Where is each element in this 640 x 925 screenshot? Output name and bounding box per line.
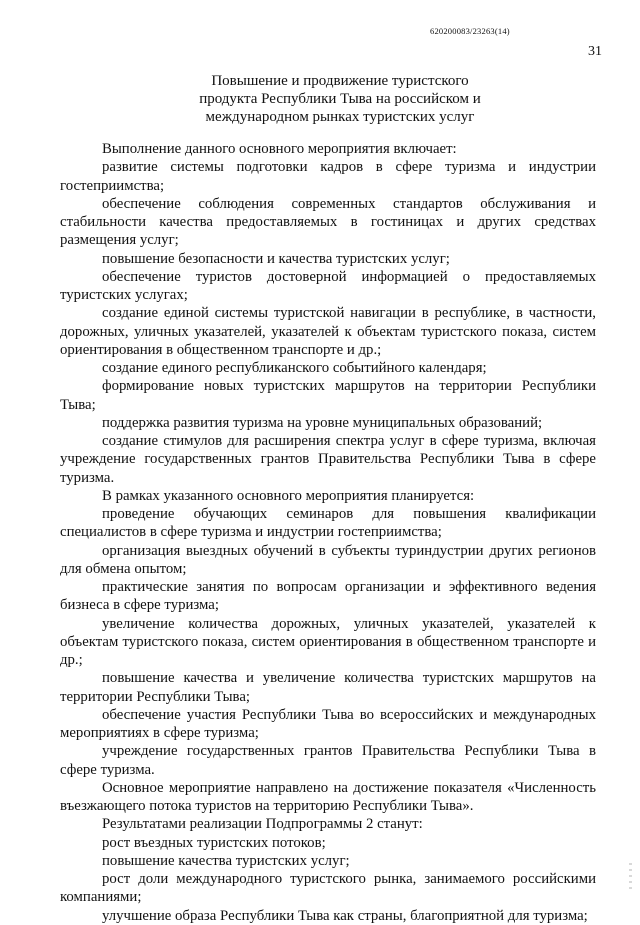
- paragraph: рост доли международного туристского рынка, занимаемого российскими компаниями;: [60, 871, 596, 906]
- section-title-line: Повышение и продвижение туристского: [211, 73, 469, 89]
- paragraph: поддержка развития туризма на уровне муниципальных образований;: [102, 414, 543, 431]
- paragraph: проведение обучающих семинаров для повышения квалификации специалистов в сфере туризма и индустрии гостеприимства;: [60, 506, 596, 541]
- section-title: [90, 72, 590, 126]
- section-title-line: продукта Республики Тыва на российском и: [199, 91, 481, 107]
- paragraph: Основное мероприятие направлено на достижение показателя «Численность въезжающего потока туристов на территорию Республики Тыва».: [60, 779, 596, 814]
- scan-margin-mark: [629, 863, 632, 891]
- page-number: 31: [588, 44, 602, 59]
- paragraph: организация выездных обучений в субъекты туриндустрии других регионов для обмена опытом;: [60, 542, 596, 577]
- paragraph: повышение качества и увеличение количества туристских маршрутов на территории Республики Тыва;: [60, 670, 596, 705]
- paragraph: Выполнение данного основного мероприятия включает:: [102, 141, 457, 157]
- paragraph: обеспечение туристов достоверной информацией о предоставляемых туристских услугах;: [60, 268, 596, 303]
- paragraph: Результатами реализации Подпрограммы 2 станут:: [102, 816, 423, 833]
- section-title-line: международном рынках туристских услуг: [205, 109, 475, 125]
- paragraph: увеличение количества дорожных, уличных указателей, указателей к объектам туристского показа, систем ориентирования в общественном транспорте и др.;: [60, 615, 596, 668]
- paragraph: учреждение государственных грантов Правительства Республики Тыва в сфере туризма.: [60, 743, 596, 778]
- paragraph: практические занятия по вопросам организации и эффективного ведения бизнеса в сфере туризма;: [60, 579, 596, 614]
- body-text: [60, 140, 596, 925]
- paragraph: создание единого республиканского событийного календаря;: [102, 360, 487, 376]
- paragraph: повышение качества туристских услуг;: [102, 852, 350, 869]
- paragraph: обеспечение соблюдения современных стандартов обслуживания и стабильности качества предоставляемых в гостиницах и других средствах размещения услуг;: [60, 195, 596, 249]
- paragraph: создание стимулов для расширения спектра услуг в сфере туризма, включая учреждение государственных грантов Правительства Республики Тыва в сфере туризма.: [60, 433, 596, 486]
- paragraph: создание единой системы туристской навигации в республике, в частности, дорожных, уличных указателей, указателей к объектам туристского показа, систем ориентирования в общественном транспорте и др.;: [60, 305, 596, 358]
- paragraph: В рамках указанного основного мероприятия планируется:: [102, 487, 475, 504]
- paragraph: повышение безопасности и качества туристских услуг;: [102, 250, 450, 267]
- paragraph: рост въездных туристских потоков;: [102, 834, 326, 851]
- paragraph: улучшение образа Республики Тыва как страны, благоприятной для туризма;: [102, 907, 588, 924]
- paragraph: развитие системы подготовки кадров в сфере туризма и индустрии гостеприимства;: [60, 159, 596, 194]
- document-id: 620200083/23263(14): [430, 26, 510, 36]
- paragraph: формирование новых туристских маршрутов на территории Республики Тыва;: [60, 378, 596, 413]
- paragraph: обеспечение участия Республики Тыва во всероссийских и международных мероприятиях в сфере туризма;: [60, 706, 596, 741]
